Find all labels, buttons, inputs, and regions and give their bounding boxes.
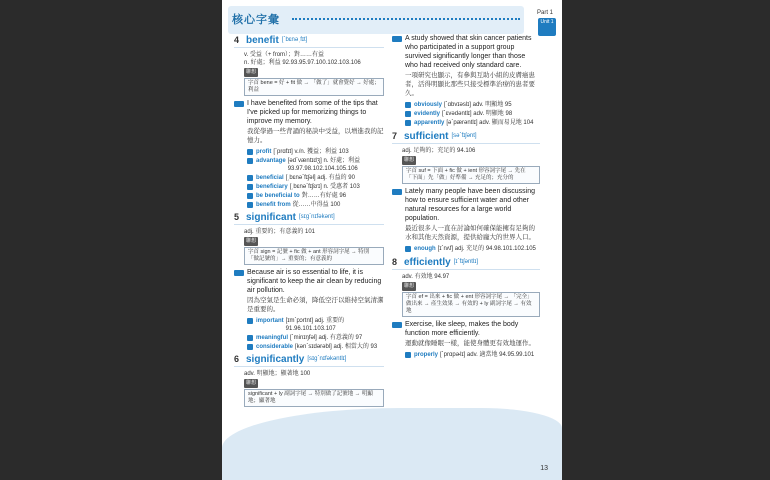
related-icon: [405, 111, 411, 117]
related-icon: [405, 246, 411, 252]
related-icon: [405, 120, 411, 126]
tip-tag: 聯想: [404, 283, 415, 289]
example-english: I have benefited from some of the tips that I've picked up for memorizing things to improve my memory.: [247, 100, 378, 125]
definition: v. 受益（+ from）；對……有益: [244, 52, 325, 58]
tip-tag: 聯想: [246, 380, 257, 386]
pronunciation: [ɪˋfɪʃəntlɪ]: [453, 259, 479, 265]
definition: adv. 有效地 94.97: [402, 274, 450, 280]
related-headword: be beneficial to: [256, 193, 300, 199]
example-chinese: 運動就像睡眠一樣，能使身體更有效地運作。: [405, 340, 535, 347]
related-word: [247, 157, 384, 173]
entry-7-header: [392, 132, 540, 141]
entry-rule: [234, 47, 384, 48]
related-definition: [ˋprɑpɚlɪ] adv. 適當地 94.95.99.101: [440, 352, 535, 358]
related-words: [392, 351, 540, 359]
related-word: [405, 110, 540, 118]
header-divider: [292, 18, 520, 22]
example: [392, 320, 540, 338]
example-chinese: 我從學過一些背誦的秘訣中受益，以增進我的記憶力。: [247, 128, 384, 144]
example-english: A study showed that skin cancer patients who participated in a support group survived significantly longer than those who had received only standard care.: [405, 35, 532, 69]
entry-rule: [392, 269, 540, 270]
etymology-box: significant + ly 副詞字尾 → 特別做了記號地 → 明顯地；顯著地: [244, 389, 384, 407]
related-headword: considerable: [256, 344, 294, 350]
example-english: Lately many people have been discussing how to ensure sufficient water and other natural resources for a large world population.: [405, 188, 535, 222]
related-icon: [247, 202, 253, 208]
related-word: [405, 351, 540, 359]
pronunciation: [ˋbɛnəˌfɪt]: [281, 37, 308, 43]
example: [392, 187, 540, 223]
related-icon: [405, 102, 411, 108]
related-definition: [ədˋvæntɪdʒ] n. 好處；利益 93.97.98.102.104.105.106: [287, 158, 361, 172]
example-english: Exercise, like sleep, makes the body function more efficiently.: [405, 321, 519, 337]
pronunciation: [sɪgˋnɪfəkəntlɪ]: [307, 356, 347, 362]
related-word: [405, 245, 540, 253]
pronunciation: [səˋfɪʃənt]: [451, 133, 477, 139]
related-definition: [ˌbɛnəˋfɪʃəl] adj. 有益的 90: [285, 175, 355, 181]
related-definition: [kənˋsɪdərəbl] adj. 相當大的 93: [295, 344, 378, 350]
dictionary-page: [222, 0, 562, 480]
right-column: [392, 34, 540, 359]
example-icon: [392, 189, 402, 195]
related-icon: [247, 344, 253, 350]
definition: adj. 重要的；有意義的 101: [244, 229, 316, 235]
related-words: [392, 245, 540, 253]
entry-number: 4: [234, 35, 240, 45]
related-headword: apparently: [414, 120, 445, 126]
entry-number: 8: [392, 257, 398, 267]
related-icon: [247, 335, 253, 341]
related-headword: beneficial: [256, 175, 284, 181]
part-label: Part 1: [536, 10, 553, 16]
related-headword: evidently: [414, 111, 441, 117]
related-word: [247, 148, 384, 156]
left-column: [234, 34, 384, 410]
related-word: [247, 334, 384, 342]
related-headword: benefit from: [256, 202, 291, 208]
background-wave: [222, 408, 562, 480]
related-icon: [247, 149, 253, 155]
related-headword: important: [256, 318, 284, 324]
example: [392, 34, 540, 70]
related-definition: [ˋprɑfɪt] v./n. 獲益；利益 103: [273, 149, 349, 155]
related-word: [247, 317, 384, 333]
headword: significant: [246, 212, 297, 223]
entry-number: 5: [234, 212, 240, 222]
related-word: [405, 119, 540, 127]
related-words: [392, 101, 540, 127]
unit-badge: Unit 1: [538, 18, 556, 36]
page-number: 13: [540, 465, 548, 472]
tip-tag: 聯想: [246, 238, 257, 244]
related-headword: obviously: [414, 102, 443, 108]
headword: sufficient: [404, 131, 449, 142]
example-icon: [392, 322, 402, 328]
definition: adv. 明顯地；顯著地 100: [244, 371, 311, 377]
related-icon: [247, 158, 253, 164]
headword: benefit: [246, 35, 279, 46]
related-icon: [405, 352, 411, 358]
related-definition: [ˋminɪŋfəl] adj. 有意義的 97: [290, 335, 363, 341]
headword: significantly: [246, 354, 305, 365]
related-definition: [ɪˋnʌf] adj. 充足的 94.98.101.102.105: [437, 246, 536, 252]
related-definition: [ˌbɛnəˋfɪʃɛrɪ] n. 受惠者 103: [289, 184, 360, 190]
related-headword: advantage: [256, 158, 286, 164]
related-word: [247, 174, 384, 182]
etymology-box: 字首 ef = 出來 + fic 做 + ent 形容詞字尾 → 「完全」做出來 → 產生效果 → 有效的 + ly 副詞字尾 → 有效地: [402, 292, 540, 317]
example: [234, 268, 384, 295]
related-icon: [247, 175, 253, 181]
entry-6-header: [234, 355, 384, 364]
entry-rule: [392, 143, 540, 144]
related-headword: beneficiary: [256, 184, 288, 190]
pronunciation: [sɪgˋnɪfəkənt]: [299, 214, 335, 220]
related-definition: 對……有好處 96: [301, 193, 347, 199]
example: [234, 99, 384, 126]
related-definition: 從……中得益 100: [292, 202, 341, 208]
tip-tag: 聯想: [404, 157, 415, 163]
entry-4-header: [234, 36, 384, 45]
related-icon: [247, 193, 253, 199]
entry-8-header: [392, 258, 540, 267]
tip-tag: 聯想: [246, 69, 257, 75]
example-chinese: 因為空氣是生命必須，降低空汙以維持空氣清潔是重要的。: [247, 297, 384, 313]
definition: adj. 足夠的；充足的 94.106: [402, 148, 476, 154]
related-definition: [əˋpærəntlɪ] adv. 顯而易見地 104: [446, 120, 534, 126]
related-word: [247, 183, 384, 191]
related-icon: [247, 184, 253, 190]
related-definition: [ˋɛvədəntlɪ] adv. 明顯地 98: [442, 111, 513, 117]
entry-number: 6: [234, 354, 240, 364]
related-headword: enough: [414, 246, 436, 252]
related-headword: profit: [256, 149, 272, 155]
example-chinese: 最近很多人一直在討論如何確保能擁有足夠的水和其他天然資源，提供給龐大的世界人口。: [405, 225, 535, 241]
etymology-box: 字首 bene = 好 + fit 做 → 「做了」就會覺好 → 好處；利益: [244, 78, 384, 96]
etymology-box: 字首 sign = 記號 + fic 做 + ant 形容詞字尾 → 特別「做記號的」→ 重要的；有意義的: [244, 247, 384, 265]
related-definition: [ɪmˋpɔrtnt] adj. 重要的 91.96.101.103.107: [285, 318, 345, 332]
related-definition: [ˋɑbvɪəslɪ] adv. 明顯地 95: [444, 102, 512, 108]
entry-rule: [234, 366, 384, 367]
example-chinese: 一項研究也顯示，有參與互助小組的皮膚癌患者，活得明顯比那些只接受標準治療的患者要久。: [405, 72, 535, 97]
related-headword: meaningful: [256, 335, 289, 341]
related-word: [247, 201, 384, 209]
example-icon: [234, 101, 244, 107]
related-headword: properly: [414, 352, 439, 358]
related-icon: [247, 318, 253, 324]
related-word: [247, 343, 384, 351]
related-word: [405, 101, 540, 109]
section-title: 核心字彙: [232, 14, 280, 26]
entry-number: 7: [392, 131, 398, 141]
related-word: [247, 192, 384, 200]
example-icon: [234, 270, 244, 276]
entry-5-header: [234, 213, 384, 222]
etymology-box: 字首 suf = 下面 + fic 做 + ient 形容詞字尾 → 先在「下面」先「做」好準備 → 充足的；充分的: [402, 166, 540, 184]
example-english: Because air is so essential to life, it is significant to keep the air clean by reducing air pollution.: [247, 269, 382, 294]
headword: efficiently: [404, 257, 451, 268]
definition: n. 好處；利益 92.93.95.97.100.102.103.106: [244, 60, 361, 66]
related-words: [234, 317, 384, 351]
entry-rule: [234, 224, 384, 225]
related-words: [234, 148, 384, 209]
example-icon: [392, 36, 402, 42]
